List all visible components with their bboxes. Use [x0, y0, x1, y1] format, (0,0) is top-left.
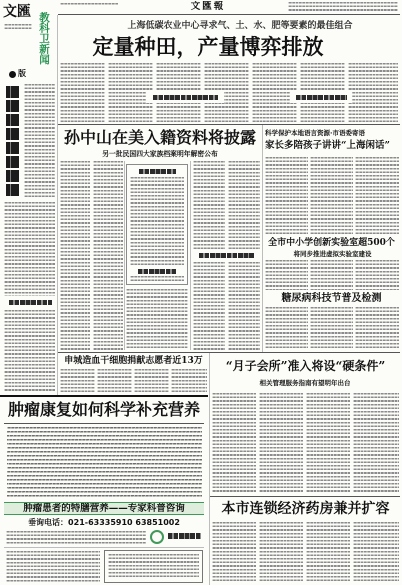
lead-headline: 定量种田，产量博弈排放	[92, 34, 324, 59]
vertical-headline	[6, 86, 19, 198]
ad-banner: 肿瘤患者的特膳营养——专家科普咨询	[4, 502, 204, 515]
masthead-logo: 文匯	[3, 4, 31, 20]
body-text	[355, 307, 399, 350]
section-rule	[58, 352, 400, 353]
subhead-sun-yat-sen: 另一批民国四大家族档案明年解密公布	[102, 150, 218, 158]
column-rule	[190, 161, 191, 350]
body-text	[97, 369, 132, 394]
page-label: 版	[18, 69, 26, 78]
lead-kicker: 上海低碳农业中心寻求气、土、水、肥等要素的最佳组合	[127, 21, 353, 31]
archive-sidebar	[126, 164, 188, 285]
body-text	[310, 260, 353, 290]
body-text	[171, 369, 207, 394]
brand-logo-mark	[150, 530, 164, 544]
body-text	[306, 393, 350, 493]
crosshead-text	[152, 95, 218, 100]
body-text	[310, 307, 353, 350]
lead-crosshead	[146, 92, 224, 103]
editor-credits	[288, 2, 398, 11]
ad-top-rule	[0, 395, 208, 397]
body-text	[306, 522, 350, 583]
headline-stem-cell: 申城造血干细胞捐献志愿者近13万	[64, 356, 203, 366]
body-text	[134, 369, 169, 394]
ad-rule	[4, 423, 204, 424]
headline-pharmacies: 本市连锁经济药房兼并扩容	[221, 501, 390, 517]
sidebar-title	[138, 169, 176, 174]
body-text	[60, 161, 90, 350]
ad-small-text	[6, 531, 146, 544]
headline-maternity-clubs: “月子会所”准入将设“硬条件”	[225, 359, 386, 373]
expert-box	[104, 550, 203, 583]
body-text	[355, 260, 399, 290]
body-text	[212, 522, 256, 583]
left-subhead	[8, 300, 52, 305]
sidebar-text	[130, 177, 184, 265]
kicker-dialect: 科学保护本地语言资源·市语委寄语	[265, 129, 365, 137]
headline-diabetes: 糖尿病科技节普及检测	[281, 293, 382, 304]
section-rule	[58, 124, 400, 125]
headline-dialect: 家长多陪孩子讲讲“上海闲话”	[265, 140, 390, 151]
body-text	[212, 393, 256, 493]
left-body-text	[4, 310, 55, 392]
body-text	[259, 522, 303, 583]
paper-name: 文匯報	[190, 1, 226, 12]
lead-body-column	[348, 63, 398, 122]
body-text	[259, 393, 303, 493]
expert-box-text	[108, 554, 199, 579]
subhead-maternity-clubs: 相关管理服务指南有望明年出台	[259, 379, 351, 387]
ad-body-text	[7, 427, 202, 499]
column-rule	[57, 15, 58, 395]
body-text	[126, 289, 188, 350]
section-title: 教科卫新闻	[38, 12, 50, 65]
page-number-badge	[9, 71, 16, 78]
crosshead-text	[198, 253, 254, 258]
story-crosshead	[192, 250, 261, 261]
brand-logo-wordmark	[167, 533, 201, 539]
left-body-text	[24, 84, 55, 198]
ad-hotline: 垂询电话：021-63335910 63851002	[28, 518, 180, 527]
ad-rule	[4, 547, 204, 548]
logo-caption	[4, 24, 32, 31]
headline-sun-yat-sen: 孙中山在美入籍资料将披露	[63, 128, 256, 147]
issue-date	[60, 3, 118, 5]
lead-body-column	[60, 63, 105, 122]
body-text	[265, 260, 308, 290]
body-text	[93, 161, 123, 350]
brand-logo	[150, 529, 202, 544]
body-text	[353, 522, 399, 583]
body-text	[355, 157, 399, 234]
body-text	[310, 157, 353, 234]
crosshead-text	[295, 95, 347, 100]
column-rule	[124, 161, 125, 350]
left-body-text	[4, 202, 55, 296]
sidebar-subhead	[137, 269, 177, 274]
ad-headline: 肿瘤康复如何科学补充营养	[7, 400, 200, 419]
subhead-school-labs: 将同步推进虚拟实验室建设	[293, 250, 372, 258]
body-text	[265, 157, 308, 234]
body-text	[265, 307, 308, 350]
column-rule	[262, 125, 263, 352]
column-rule	[209, 353, 210, 585]
sidebar-text	[130, 276, 184, 282]
body-text	[353, 393, 399, 493]
body-text	[60, 369, 95, 394]
header-rule	[58, 14, 400, 15]
lead-crosshead	[290, 92, 352, 103]
lecture-info	[6, 551, 100, 582]
section-rule	[210, 496, 400, 497]
headline-school-labs: 全市中小学创新实验室超500个	[268, 238, 395, 248]
